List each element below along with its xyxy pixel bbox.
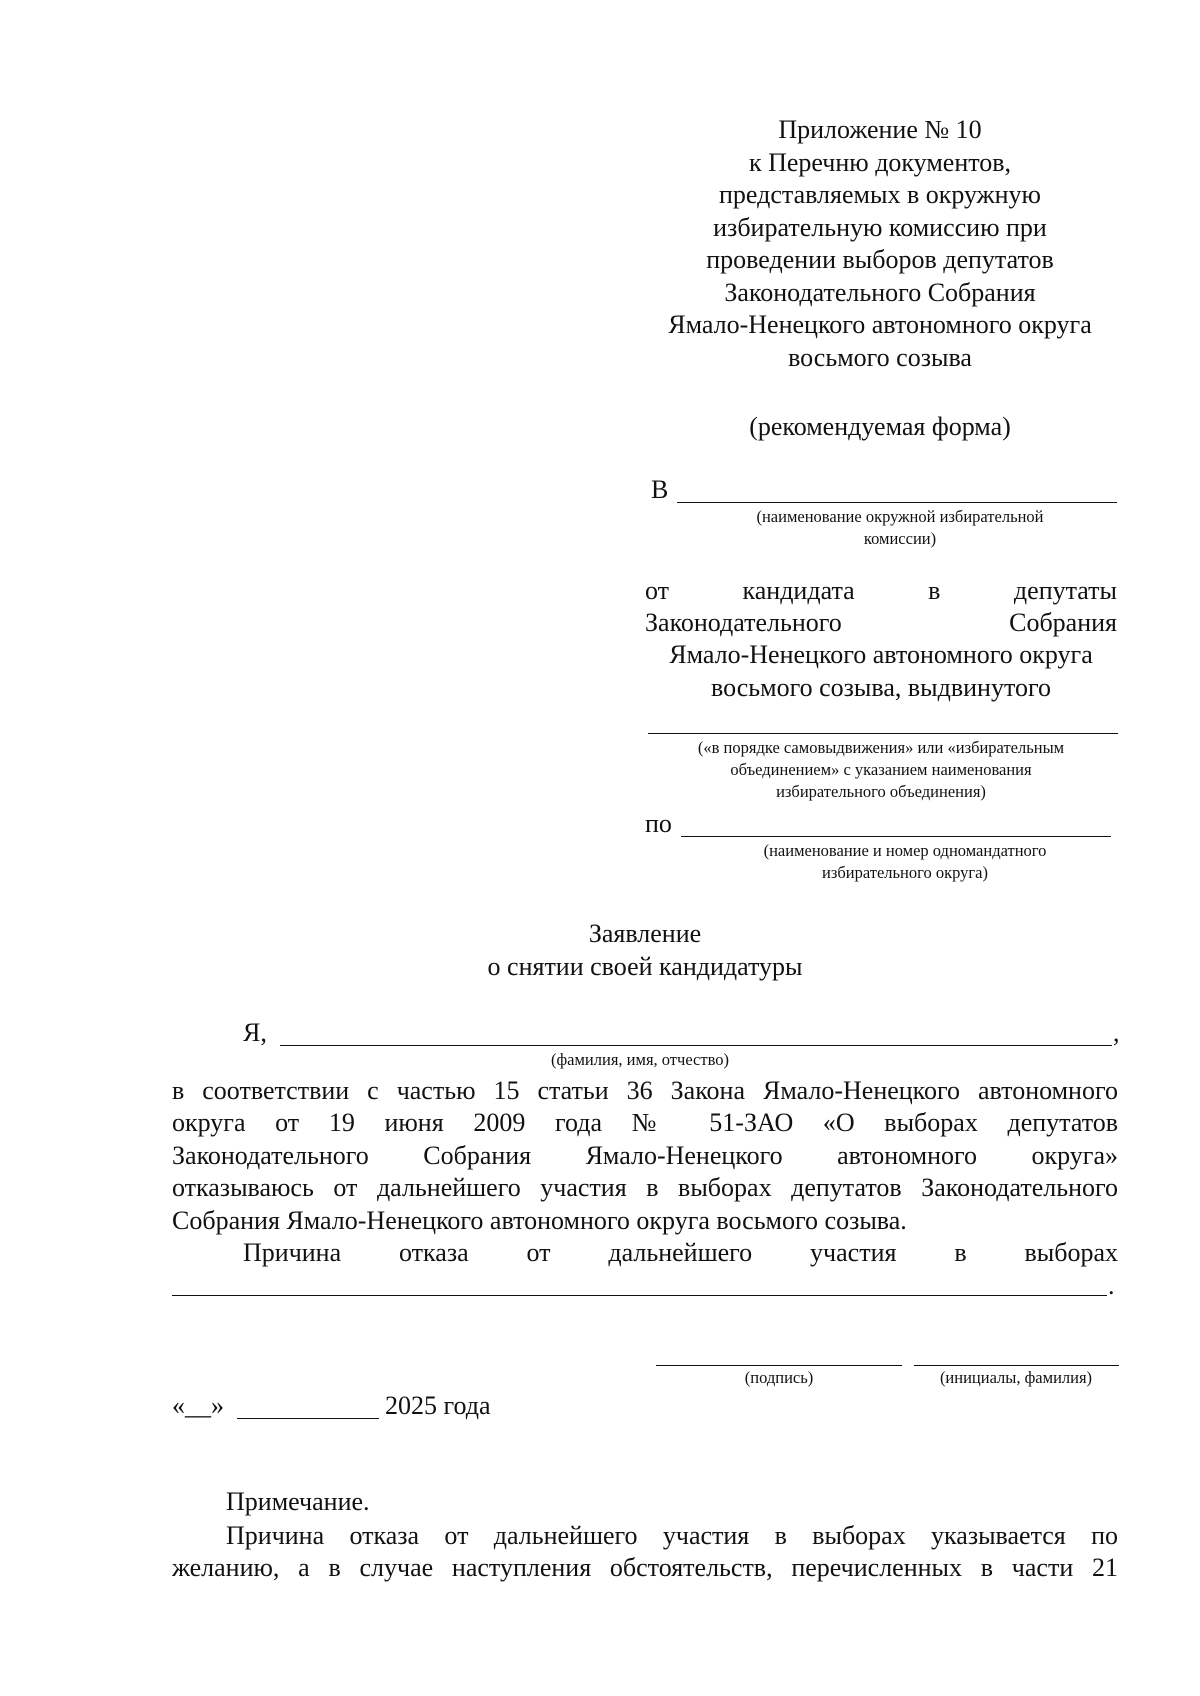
nomination-field[interactable] (648, 733, 1118, 734)
hint-line: (наименование окружной избирательной (756, 507, 1044, 526)
reason-label: Причина отказа от дальнейшего участия в выборах (243, 1238, 1118, 1267)
paragraph-line: округа от 19 июня 2009 года № 51-ЗАО «О выборах депутатов (172, 1108, 1118, 1137)
initials-hint: (инициалы, фамилия) (939, 1368, 1093, 1387)
from-line-1: от кандидата в депутаты (645, 576, 1117, 605)
hint-line: избирательного объединения) (776, 782, 986, 801)
document-title: Заявление (588, 919, 702, 948)
appendix-header-line: Приложение № 10 (778, 115, 982, 144)
paragraph-line: отказываюсь от дальнейшего участия в выборах депутатов Законодательного (172, 1173, 1118, 1202)
appendix-header-line: представляемых в окружную (719, 180, 1041, 209)
to-prefix: В (651, 475, 669, 504)
full-name-hint: (фамилия, имя, отчество) (550, 1050, 730, 1069)
reason-field[interactable] (172, 1295, 1107, 1296)
hint-line: избирательного округа) (822, 863, 988, 882)
paragraph-line: Законодательного Собрания Ямало-Ненецкого автономного округа» (172, 1141, 1118, 1170)
hint-line: (наименование и номер одномандатного (763, 841, 1047, 860)
paragraph-line: Собрания Ямало-Ненецкого автономного округа восьмого созыва. (172, 1206, 907, 1235)
signature-field[interactable] (656, 1365, 902, 1366)
appendix-header-line: восьмого созыва (788, 342, 972, 372)
from-line-4: восьмого созыва, выдвинутого (711, 673, 1051, 702)
date-year: 2025 года (385, 1391, 491, 1420)
note-line: Причина отказа от дальнейшего участия в выборах указывается по (226, 1521, 1118, 1550)
appendix-header-line: проведении выборов депутатов (706, 245, 1054, 274)
document-subtitle: о снятии своей кандидатуры (487, 952, 803, 981)
reason-end: . (1108, 1271, 1115, 1300)
appendix-header-line: Законодательного Собрания (724, 277, 1036, 307)
district-prefix: по (645, 809, 672, 838)
date-day: «__» (172, 1391, 224, 1420)
hint-line: объединением» с указанием наименования (730, 760, 1032, 779)
appendix-header (645, 114, 1115, 374)
appendix-header-line: Ямало-Ненецкого автономного округа (668, 310, 1092, 339)
paragraph-line: в соответствии с частью 15 статьи 36 Закона Ямало-Ненецкого автономного (172, 1076, 1118, 1105)
from-line-2: Законодательного Собрания (645, 608, 1117, 637)
hint-line: («в порядке самовыдвижения» или «избирательным (697, 738, 1065, 757)
district-hint (690, 840, 1120, 884)
appendix-header-line: к Перечню документов, (748, 147, 1012, 177)
appendix-header-line: избирательную комиссию при (713, 212, 1047, 242)
initials-field[interactable] (914, 1365, 1119, 1366)
hint-line: комиссии) (863, 529, 937, 548)
name-comma: , (1113, 1018, 1120, 1047)
commission-name-hint (680, 506, 1120, 550)
nomination-hint (645, 737, 1117, 803)
form-note: (рекомендуемая форма) (749, 412, 1011, 441)
full-name-field[interactable] (280, 1045, 1112, 1046)
note-line: желанию, а в случае наступления обстоятельств, перечисленных в части 21 (172, 1553, 1118, 1582)
signature-hint: (подпись) (744, 1368, 814, 1387)
i-prefix: Я, (243, 1018, 267, 1047)
from-line-3: Ямало-Ненецкого автономного округа (669, 640, 1093, 669)
district-field[interactable] (681, 836, 1111, 837)
date-month-field[interactable] (237, 1418, 379, 1419)
note-heading: Примечание. (226, 1487, 370, 1516)
commission-name-field[interactable] (677, 502, 1117, 503)
